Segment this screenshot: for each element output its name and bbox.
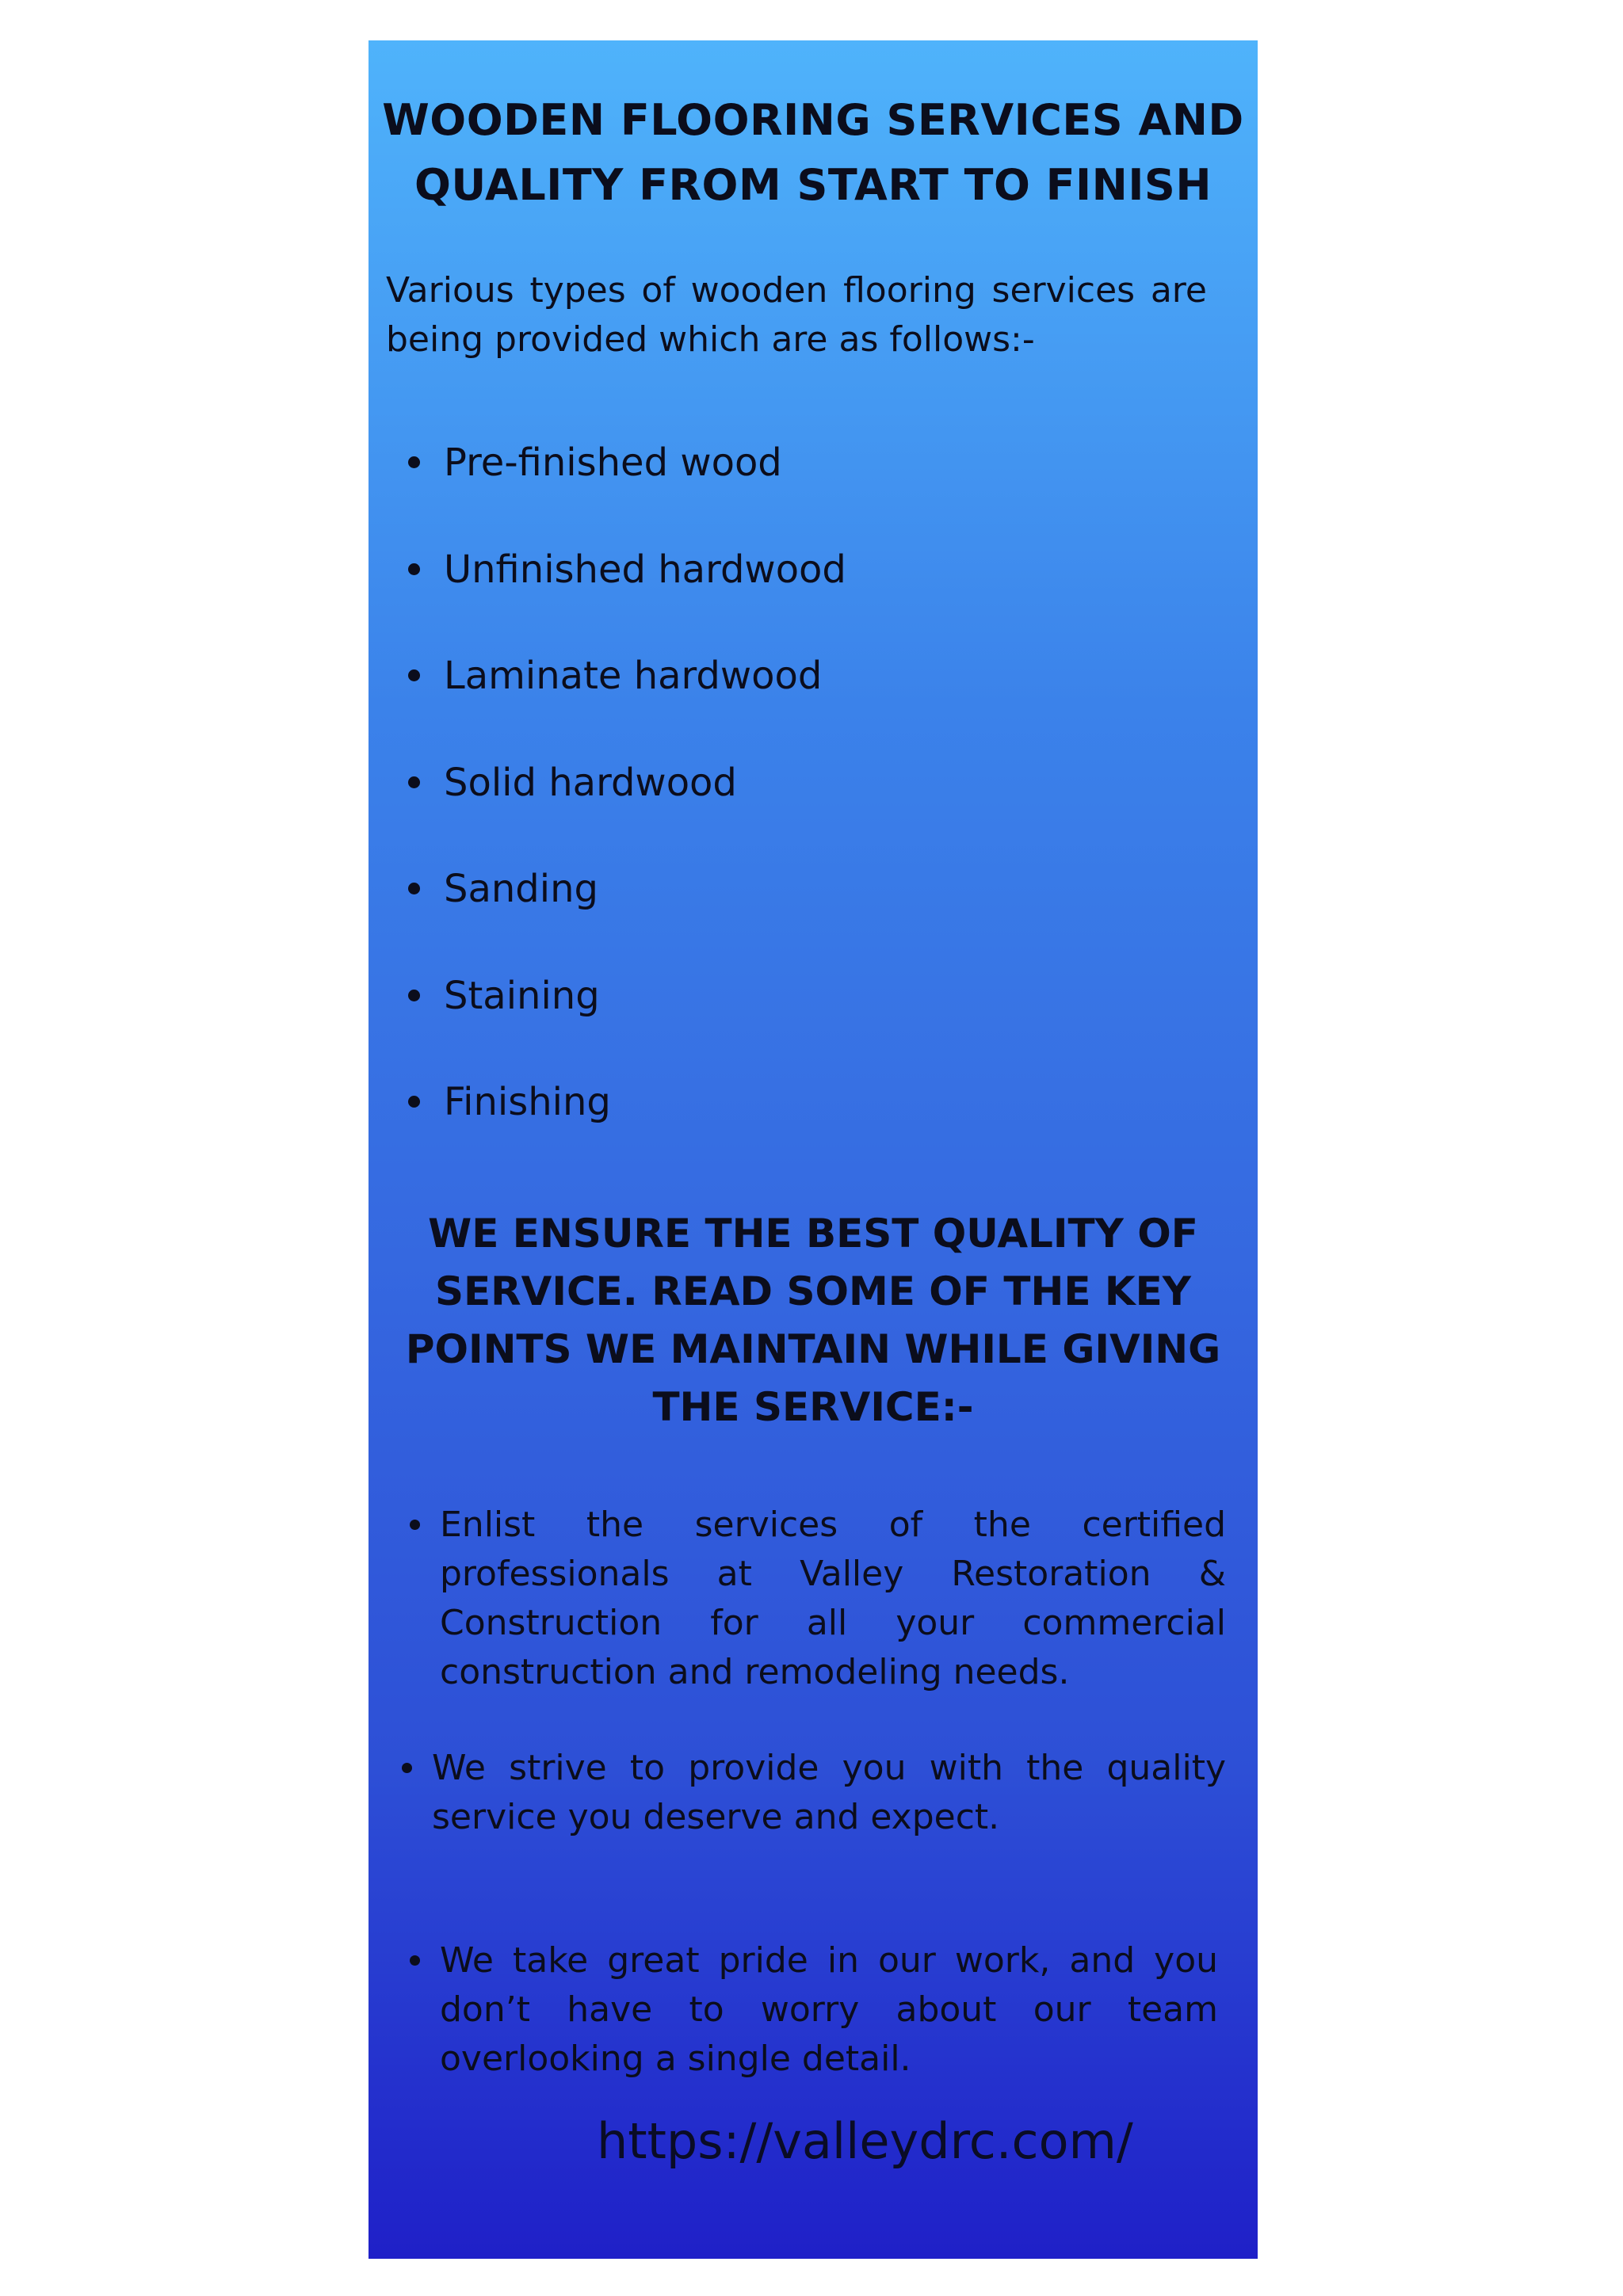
title-line-2: QUALITY FROM START TO FINISH — [414, 160, 1212, 210]
service-item-label: Laminate hardwood — [444, 654, 823, 698]
website-link[interactable]: https://valleydrc.com/ — [597, 2112, 1133, 2170]
bullet-icon — [408, 669, 420, 681]
bullet-icon — [408, 563, 420, 575]
services-list — [369, 433, 1258, 1179]
key-point-text: We strive to provide you with the quality service you deserve and expect. — [432, 1748, 1226, 1837]
flyer-panel — [369, 40, 1258, 2259]
bullet-icon — [408, 1096, 420, 1108]
bullet-icon — [410, 1955, 420, 1966]
bullet-icon — [408, 776, 420, 788]
service-item-label: Staining — [444, 973, 600, 1018]
title-line-1: WOODEN FLOORING SERVICES AND — [382, 95, 1244, 145]
intro-paragraph: Various types of wooden flooring services are being provided which are as follows:- — [386, 270, 1207, 360]
bullet-icon — [410, 1520, 420, 1530]
service-item — [369, 433, 1258, 540]
key-point-item — [432, 1744, 1226, 1842]
key-point-item — [440, 1501, 1226, 1697]
service-item — [369, 1072, 1258, 1179]
service-item — [369, 859, 1258, 966]
key-point-text: We take great pride in our work, and you don’t have to worry about our team overlooking a single detail. — [440, 1940, 1218, 2079]
key-point-item — [440, 1936, 1218, 2084]
quality-heading — [369, 1205, 1258, 1436]
service-item-label: Solid hardwood — [444, 760, 737, 805]
service-item-label: Sanding — [444, 867, 598, 911]
bullet-icon — [408, 456, 420, 468]
key-point-text: Enlist the services of the certified professionals at Valley Restoration & Construction for all your commercial construction and remodeling needs. — [440, 1505, 1226, 1692]
service-item — [369, 646, 1258, 753]
service-item-label: Finishing — [444, 1080, 611, 1124]
bullet-icon — [408, 883, 420, 894]
quality-heading-line-3: POINTS WE MAINTAIN WHILE GIVING — [405, 1326, 1221, 1372]
service-item — [369, 966, 1258, 1073]
quality-heading-line-2: SERVICE. READ SOME OF THE KEY — [434, 1268, 1191, 1314]
bullet-icon — [402, 1763, 412, 1773]
service-item — [369, 753, 1258, 860]
service-item — [369, 540, 1258, 646]
page-title — [369, 88, 1258, 218]
quality-heading-line-4: THE SERVICE:- — [652, 1384, 974, 1430]
service-item-label: Pre-finished wood — [444, 441, 782, 485]
service-item-label: Unfinished hardwood — [444, 547, 846, 592]
bullet-icon — [408, 990, 420, 1001]
quality-heading-line-1: WE ENSURE THE BEST QUALITY OF — [428, 1211, 1198, 1257]
